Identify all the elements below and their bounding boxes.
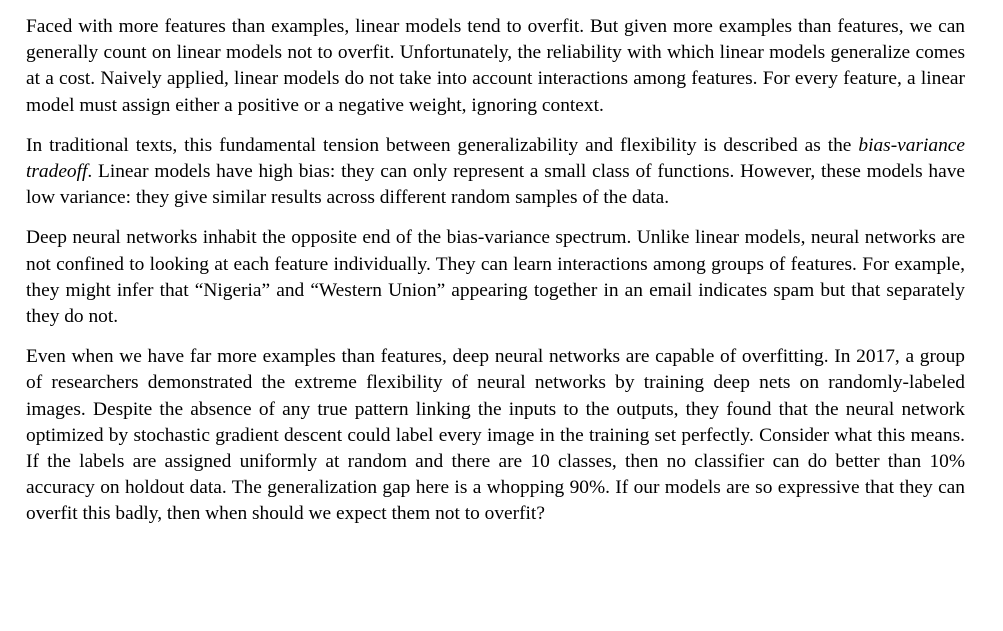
paragraph-3 — [26, 225, 965, 330]
paragraph-1-text: Faced with more features than examples, linear models tend to overfit. But given more examples than features, we can generally count on linear models not to overfit. Unfortunately, the reliability with which linear models generalize comes at a cost. Naively applied, linear models do not take into account interactions among features. For every feature, a linear model must assign either a positive or a negative weight, ignoring context. — [26, 16, 965, 116]
paragraph-1 — [26, 14, 965, 119]
paragraph-2 — [26, 133, 965, 212]
paragraph-4-text: Even when we have far more examples than features, deep neural networks are capable of overfitting. In 2017, a group of researchers demonstrated the extreme flexibility of neural networks by training deep nets on randomly-labeled images. Despite the absence of any true pattern linking the inputs to the outputs, they found that the neural network optimized by stochastic gradient descent could label every image in the training set perfectly. Consider what this means. If the labels are assigned uniformly at random and there are 10 classes, then no classifier can do better than 10% accuracy on holdout data. The generalization gap here is a whopping 90%. If our models are so expressive that they can overfit this badly, then when should we expect them not to overfit? — [26, 346, 965, 525]
paragraph-2-text-part-2: . Linear models have high bias: they can only represent a small class of functions. However, these models have low variance: they give similar results across different random samples of the data. — [26, 161, 965, 209]
paragraph-2-text-part-1: In traditional texts, this fundamental tension between generalizability and flexibility is described as the — [26, 134, 859, 156]
emphasized-term-bias-variance-tradeoff: bias-variance tradeoff — [26, 134, 965, 183]
paragraph-3-text: Deep neural networks inhabit the opposite end of the bias-variance spectrum. Unlike linear models, neural networks are not confined to looking at each feature individually. They can learn interactions among groups of features. For example, they might infer that “Nigeria” and “Western Union” appearing together in an email indicates spam but that separately they do not. — [26, 227, 965, 328]
paragraph-4 — [26, 344, 965, 527]
